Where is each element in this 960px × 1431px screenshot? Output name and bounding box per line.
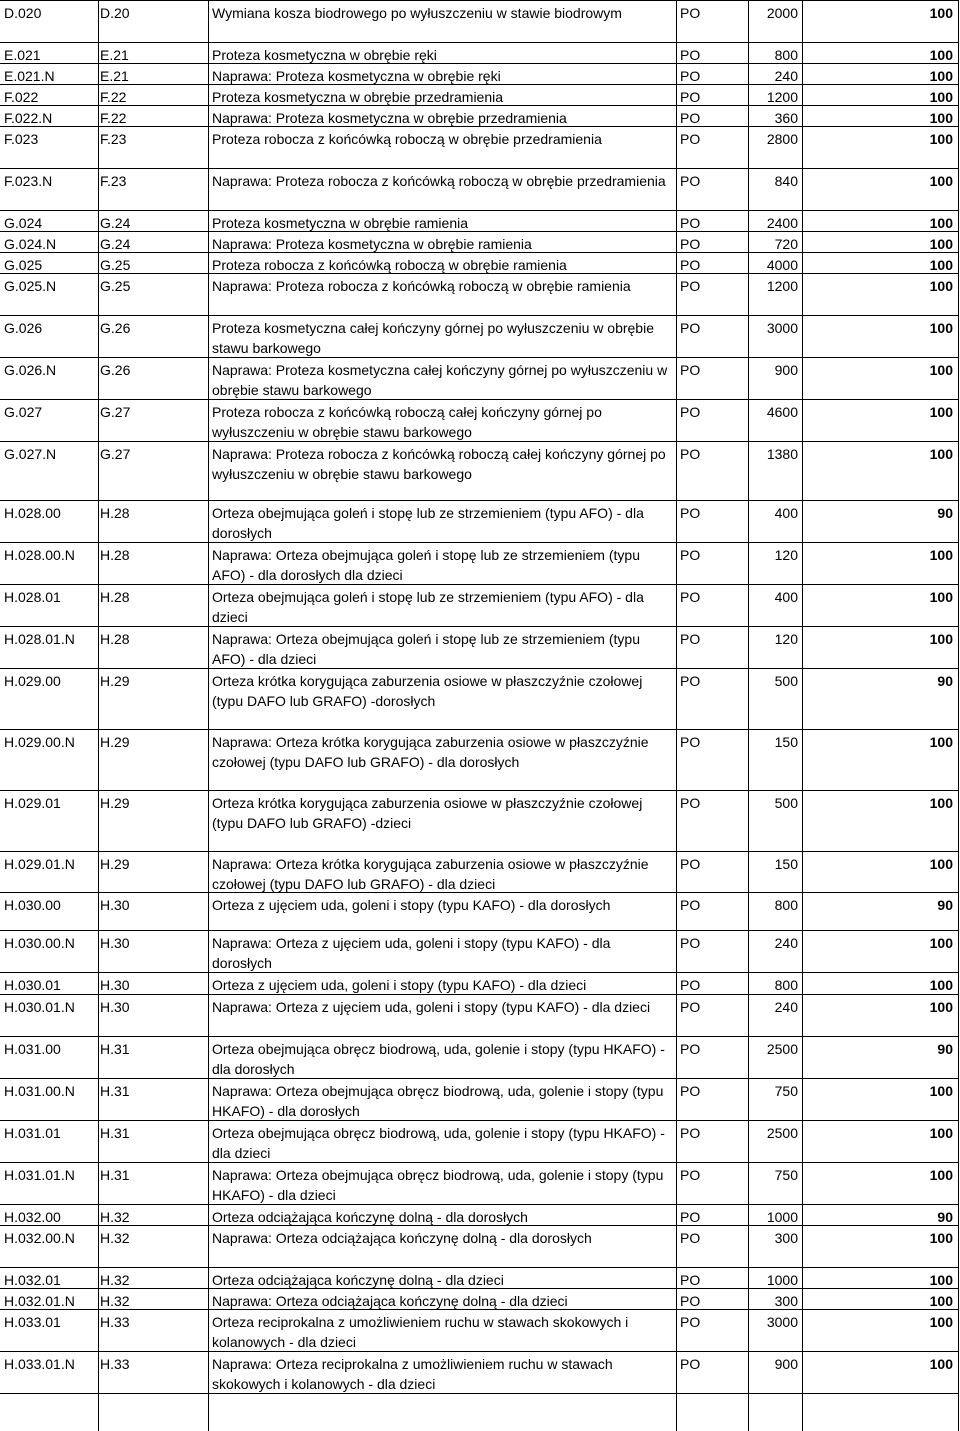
- percent-cell: 100: [929, 935, 953, 951]
- code-cell: F.022.N: [4, 110, 53, 126]
- amount-cell: 2500: [766, 1041, 798, 1057]
- percent-cell: 100: [929, 446, 953, 462]
- amount-cell: 2000: [766, 5, 798, 21]
- name-cell: Orteza krótka korygująca zaburzenia osiowe w płaszczyźnie czołowej (typu DAFO lub GRAFO) -dzieci: [212, 795, 643, 831]
- percent-cell: 100: [929, 1356, 953, 1372]
- table-row: [0, 315, 958, 357]
- unit-cell: PO: [680, 856, 701, 872]
- amount-cell: 240: [774, 999, 798, 1015]
- percent-cell: 100: [929, 236, 953, 252]
- code-cell: H.029.01: [4, 795, 61, 811]
- name-cell: Naprawa: Orteza odciążająca kończynę dolną - dla dzieci: [212, 1293, 568, 1309]
- code-cell: H.030.01: [4, 977, 61, 993]
- code-cell: F.023: [4, 131, 39, 147]
- name-cell: Orteza reciprokalna z umożliwieniem ruchu w stawach skokowych i kolanowych - dla dzieci: [212, 1314, 629, 1350]
- amount-cell: 3000: [766, 1314, 798, 1330]
- amount-cell: 150: [774, 734, 798, 750]
- name-cell: Naprawa: Orteza obejmująca obręcz biodrową, uda, golenie i stopy (typu HKAFO) - dla dorosłych: [212, 1083, 664, 1119]
- group-cell: H.31: [100, 1041, 130, 1057]
- name-cell: Orteza z ujęciem uda, goleni i stopy (typu KAFO) - dla dorosłych: [212, 897, 611, 913]
- percent-cell: 100: [929, 47, 953, 63]
- code-cell: H.032.01: [4, 1272, 61, 1288]
- amount-cell: 300: [774, 1230, 798, 1246]
- code-cell: H.029.00: [4, 673, 61, 689]
- name-cell: Naprawa: Proteza robocza z końcówką roboczą w obrębie przedramienia: [212, 173, 666, 189]
- code-cell: H.030.00.N: [4, 935, 75, 951]
- unit-cell: PO: [680, 362, 701, 378]
- percent-cell: 100: [929, 856, 953, 872]
- percent-cell: 100: [929, 547, 953, 563]
- percent-cell: 90: [937, 505, 953, 521]
- group-cell: H.28: [100, 547, 130, 563]
- code-cell: H.029.01.N: [4, 856, 75, 872]
- table-row: [0, 851, 958, 892]
- table-row: [0, 1120, 958, 1162]
- percent-cell: 100: [929, 1314, 953, 1330]
- unit-cell: PO: [680, 505, 701, 521]
- group-cell: H.28: [100, 505, 130, 521]
- group-cell: G.24: [100, 215, 131, 231]
- group-cell: H.33: [100, 1314, 130, 1330]
- group-cell: H.28: [100, 589, 130, 605]
- unit-cell: PO: [680, 547, 701, 563]
- group-cell: G.26: [100, 362, 131, 378]
- name-cell: Proteza kosmetyczna w obrębie ramienia: [212, 215, 469, 231]
- percent-cell: 100: [929, 977, 953, 993]
- code-cell: H.028.01.N: [4, 631, 75, 647]
- group-cell: H.30: [100, 999, 130, 1015]
- percent-cell: 100: [929, 1230, 953, 1246]
- table-row: [0, 1351, 958, 1393]
- name-cell: Naprawa: Proteza kosmetyczna w obrębie ręki: [212, 68, 501, 84]
- unit-cell: PO: [680, 1314, 701, 1330]
- group-cell: E.21: [100, 68, 129, 84]
- unit-cell: PO: [680, 68, 701, 84]
- table-row: [0, 972, 958, 994]
- group-cell: G.27: [100, 446, 131, 462]
- table-row: [0, 790, 958, 851]
- amount-cell: 750: [774, 1083, 798, 1099]
- row-divider: [0, 1393, 958, 1394]
- table-row: [0, 930, 958, 972]
- name-cell: Naprawa: Orteza odciążająca kończynę dolną - dla dorosłych: [212, 1230, 592, 1246]
- code-cell: G.027: [4, 404, 43, 420]
- percent-cell: 100: [929, 1272, 953, 1288]
- amount-cell: 360: [774, 110, 798, 126]
- code-cell: G.025: [4, 257, 43, 273]
- code-cell: G.024.N: [4, 236, 57, 252]
- unit-cell: PO: [680, 236, 701, 252]
- unit-cell: PO: [680, 1209, 701, 1225]
- group-cell: H.29: [100, 795, 130, 811]
- unit-cell: PO: [680, 1293, 701, 1309]
- code-cell: D.020: [4, 5, 42, 21]
- unit-cell: PO: [680, 47, 701, 63]
- column-divider: [958, 0, 959, 1431]
- name-cell: Naprawa: Proteza robocza z końcówką roboczą całej kończyny górnej po wyłuszczeniu w obrębie stawu barkowego: [212, 446, 666, 482]
- table-row: [0, 105, 958, 126]
- code-cell: G.024: [4, 215, 43, 231]
- table-row: [0, 584, 958, 626]
- percent-cell: 90: [937, 897, 953, 913]
- group-cell: H.31: [100, 1167, 130, 1183]
- group-cell: H.29: [100, 673, 130, 689]
- name-cell: Wymiana kosza biodrowego po wyłuszczeniu w stawie biodrowym: [212, 5, 622, 21]
- unit-cell: PO: [680, 897, 701, 913]
- amount-cell: 1200: [766, 278, 798, 294]
- table-row: [0, 1225, 958, 1267]
- percent-cell: 100: [929, 1293, 953, 1309]
- group-cell: H.29: [100, 856, 130, 872]
- table-row: [0, 231, 958, 252]
- amount-cell: 900: [774, 1356, 798, 1372]
- name-cell: Naprawa: Proteza kosmetyczna w obrębie przedramienia: [212, 110, 567, 126]
- group-cell: E.21: [100, 47, 129, 63]
- name-cell: Proteza robocza z końcówką roboczą całej kończyny górnej po wyłuszczeniu w obrębie stawu barkowego: [212, 404, 602, 440]
- percent-cell: 100: [929, 173, 953, 189]
- percent-cell: 100: [929, 999, 953, 1015]
- name-cell: Orteza odciążająca kończynę dolną - dla dorosłych: [212, 1209, 528, 1225]
- table-row: [0, 1204, 958, 1225]
- unit-cell: PO: [680, 977, 701, 993]
- group-cell: F.22: [100, 89, 127, 105]
- group-cell: H.32: [100, 1293, 130, 1309]
- amount-cell: 800: [774, 977, 798, 993]
- group-cell: G.24: [100, 236, 131, 252]
- code-cell: G.026.N: [4, 362, 57, 378]
- percent-cell: 100: [929, 631, 953, 647]
- percent-cell: 100: [929, 1125, 953, 1141]
- amount-cell: 400: [774, 589, 798, 605]
- group-cell: H.31: [100, 1083, 130, 1099]
- unit-cell: PO: [680, 89, 701, 105]
- table-row: [0, 892, 958, 930]
- amount-cell: 2800: [766, 131, 798, 147]
- amount-cell: 120: [774, 547, 798, 563]
- name-cell: Naprawa: Orteza z ujęciem uda, goleni i stopy (typu KAFO) - dla dorosłych: [212, 935, 611, 971]
- table-row: [0, 1288, 958, 1309]
- amount-cell: 900: [774, 362, 798, 378]
- name-cell: Naprawa: Proteza kosmetyczna całej kończyny górnej po wyłuszczeniu w obrębie stawu barkowego: [212, 362, 668, 398]
- amount-cell: 800: [774, 897, 798, 913]
- name-cell: Naprawa: Orteza z ujęciem uda, goleni i stopy (typu KAFO) - dla dzieci: [212, 999, 651, 1015]
- percent-cell: 100: [929, 1167, 953, 1183]
- unit-cell: PO: [680, 999, 701, 1015]
- amount-cell: 1380: [766, 446, 798, 462]
- table-row: [0, 168, 958, 210]
- code-cell: E.021: [4, 47, 41, 63]
- group-cell: H.30: [100, 897, 130, 913]
- group-cell: D.20: [100, 5, 130, 21]
- name-cell: Naprawa: Proteza robocza z końcówką roboczą w obrębie ramienia: [212, 278, 631, 294]
- unit-cell: PO: [680, 257, 701, 273]
- amount-cell: 800: [774, 47, 798, 63]
- code-cell: H.030.00: [4, 897, 61, 913]
- percent-cell: 90: [937, 673, 953, 689]
- name-cell: Naprawa: Orteza krótka korygująca zaburzenia osiowe w płaszczyźnie czołowej (typu DAFO lub GRAFO) - dla dorosłych: [212, 734, 649, 770]
- table-row: [0, 542, 958, 584]
- amount-cell: 750: [774, 1167, 798, 1183]
- code-cell: H.032.00: [4, 1209, 61, 1225]
- code-cell: H.028.01: [4, 589, 61, 605]
- amount-cell: 840: [774, 173, 798, 189]
- name-cell: Naprawa: Orteza krótka korygująca zaburzenia osiowe w płaszczyźnie czołowej (typu DAFO lub GRAFO) - dla dzieci: [212, 856, 649, 892]
- unit-cell: PO: [680, 1230, 701, 1246]
- table-row: [0, 357, 958, 399]
- table-row: [0, 210, 958, 231]
- percent-cell: 100: [929, 362, 953, 378]
- unit-cell: PO: [680, 320, 701, 336]
- name-cell: Naprawa: Orteza reciprokalna z umożliwieniem ruchu w stawach skokowych i kolanowych - dla dzieci: [212, 1356, 613, 1392]
- name-cell: Naprawa: Orteza obejmująca goleń i stopę lub ze strzemieniem (typu AFO) - dla dzieci: [212, 631, 640, 667]
- amount-cell: 2400: [766, 215, 798, 231]
- table-row: [0, 1267, 958, 1288]
- code-cell: H.033.01: [4, 1314, 61, 1330]
- table-row: [0, 42, 958, 63]
- amount-cell: 3000: [766, 320, 798, 336]
- amount-cell: 400: [774, 505, 798, 521]
- code-cell: H.031.01.N: [4, 1167, 75, 1183]
- group-cell: F.23: [100, 173, 127, 189]
- table-row: [0, 399, 958, 441]
- unit-cell: PO: [680, 1083, 701, 1099]
- unit-cell: PO: [680, 1272, 701, 1288]
- code-cell: H.033.01.N: [4, 1356, 75, 1372]
- table-row: [0, 994, 958, 1036]
- code-cell: H.029.00.N: [4, 734, 75, 750]
- percent-cell: 100: [929, 734, 953, 750]
- name-cell: Proteza kosmetyczna w obrębie przedramienia: [212, 89, 504, 105]
- amount-cell: 1200: [766, 89, 798, 105]
- group-cell: H.33: [100, 1356, 130, 1372]
- amount-cell: 500: [774, 795, 798, 811]
- group-cell: F.23: [100, 131, 127, 147]
- table-row: [0, 500, 958, 542]
- table-row: [0, 729, 958, 790]
- unit-cell: PO: [680, 404, 701, 420]
- unit-cell: PO: [680, 734, 701, 750]
- group-cell: H.31: [100, 1125, 130, 1141]
- unit-cell: PO: [680, 673, 701, 689]
- name-cell: Orteza obejmująca obręcz biodrową, uda, golenie i stopy (typu HKAFO) - dla dorosłych: [212, 1041, 665, 1077]
- code-cell: G.025.N: [4, 278, 57, 294]
- unit-cell: PO: [680, 278, 701, 294]
- code-cell: H.031.00: [4, 1041, 61, 1057]
- name-cell: Proteza robocza z końcówką roboczą w obrębie przedramienia: [212, 131, 602, 147]
- unit-cell: PO: [680, 173, 701, 189]
- name-cell: Orteza odciążająca kończynę dolną - dla dzieci: [212, 1272, 504, 1288]
- code-cell: G.026: [4, 320, 43, 336]
- unit-cell: PO: [680, 131, 701, 147]
- table-row: [0, 0, 958, 42]
- name-cell: Proteza kosmetyczna całej kończyny górnej po wyłuszczeniu w obrębie stawu barkowego: [212, 320, 654, 356]
- table-row: [0, 252, 958, 273]
- amount-cell: 120: [774, 631, 798, 647]
- percent-cell: 100: [929, 215, 953, 231]
- code-cell: E.021.N: [4, 68, 55, 84]
- percent-cell: 100: [929, 110, 953, 126]
- amount-cell: 500: [774, 673, 798, 689]
- name-cell: Orteza obejmująca goleń i stopę lub ze strzemieniem (typu AFO) - dla dorosłych: [212, 505, 644, 541]
- unit-cell: PO: [680, 5, 701, 21]
- percent-cell: 90: [937, 1209, 953, 1225]
- table-row: [0, 63, 958, 84]
- group-cell: H.30: [100, 935, 130, 951]
- unit-cell: PO: [680, 446, 701, 462]
- percent-cell: 100: [929, 257, 953, 273]
- table-row: [0, 1309, 958, 1351]
- unit-cell: PO: [680, 631, 701, 647]
- table-row: [0, 1162, 958, 1204]
- percent-cell: 100: [929, 89, 953, 105]
- code-cell: G.027.N: [4, 446, 57, 462]
- table-row: [0, 273, 958, 315]
- group-cell: G.25: [100, 278, 131, 294]
- percent-cell: 100: [929, 278, 953, 294]
- amount-cell: 240: [774, 935, 798, 951]
- group-cell: H.32: [100, 1230, 130, 1246]
- amount-cell: 4600: [766, 404, 798, 420]
- name-cell: Orteza krótka korygująca zaburzenia osiowe w płaszczyźnie czołowej (typu DAFO lub GRAFO) -dorosłych: [212, 673, 643, 709]
- group-cell: H.29: [100, 734, 130, 750]
- code-cell: H.030.01.N: [4, 999, 75, 1015]
- code-cell: H.032.00.N: [4, 1230, 75, 1246]
- percent-cell: 100: [929, 1083, 953, 1099]
- group-cell: H.32: [100, 1209, 130, 1225]
- amount-cell: 720: [774, 236, 798, 252]
- table-row: [0, 126, 958, 168]
- unit-cell: PO: [680, 1125, 701, 1141]
- table-row: [0, 1078, 958, 1120]
- group-cell: G.26: [100, 320, 131, 336]
- code-cell: F.023.N: [4, 173, 53, 189]
- name-cell: Orteza z ujęciem uda, goleni i stopy (typu KAFO) - dla dzieci: [212, 977, 587, 993]
- amount-cell: 150: [774, 856, 798, 872]
- unit-cell: PO: [680, 1041, 701, 1057]
- group-cell: H.32: [100, 1272, 130, 1288]
- code-cell: H.028.00.N: [4, 547, 75, 563]
- amount-cell: 2500: [766, 1125, 798, 1141]
- amount-cell: 1000: [766, 1272, 798, 1288]
- name-cell: Naprawa: Orteza obejmująca obręcz biodrową, uda, golenie i stopy (typu HKAFO) - dla dzieci: [212, 1167, 664, 1203]
- unit-cell: PO: [680, 935, 701, 951]
- percent-cell: 100: [929, 320, 953, 336]
- amount-cell: 300: [774, 1293, 798, 1309]
- name-cell: Orteza obejmująca obręcz biodrową, uda, golenie i stopy (typu HKAFO) - dla dzieci: [212, 1125, 665, 1161]
- percent-cell: 100: [929, 795, 953, 811]
- group-cell: F.22: [100, 110, 127, 126]
- percent-cell: 100: [929, 404, 953, 420]
- amount-cell: 240: [774, 68, 798, 84]
- percent-cell: 90: [937, 1041, 953, 1057]
- group-cell: H.28: [100, 631, 130, 647]
- unit-cell: PO: [680, 1167, 701, 1183]
- code-cell: F.022: [4, 89, 39, 105]
- name-cell: Naprawa: Proteza kosmetyczna w obrębie ramienia: [212, 236, 532, 252]
- percent-cell: 100: [929, 131, 953, 147]
- unit-cell: PO: [680, 795, 701, 811]
- amount-cell: 1000: [766, 1209, 798, 1225]
- table-row: [0, 441, 958, 500]
- code-cell: H.031.01: [4, 1125, 61, 1141]
- group-cell: G.25: [100, 257, 131, 273]
- code-cell: H.031.00.N: [4, 1083, 75, 1099]
- percent-cell: 100: [929, 68, 953, 84]
- unit-cell: PO: [680, 589, 701, 605]
- code-cell: H.032.01.N: [4, 1293, 75, 1309]
- table-row: [0, 1036, 958, 1078]
- name-cell: Naprawa: Orteza obejmująca goleń i stopę lub ze strzemieniem (typu AFO) - dla dorosłych dla dzieci: [212, 547, 640, 583]
- group-cell: H.30: [100, 977, 130, 993]
- name-cell: Proteza robocza z końcówką roboczą w obrębie ramienia: [212, 257, 567, 273]
- unit-cell: PO: [680, 215, 701, 231]
- name-cell: Orteza obejmująca goleń i stopę lub ze strzemieniem (typu AFO) - dla dzieci: [212, 589, 644, 625]
- code-cell: H.028.00: [4, 505, 61, 521]
- table-row: [0, 626, 958, 668]
- table-row: [0, 84, 958, 105]
- amount-cell: 4000: [766, 257, 798, 273]
- table-row: [0, 668, 958, 729]
- unit-cell: PO: [680, 1356, 701, 1372]
- group-cell: G.27: [100, 404, 131, 420]
- percent-cell: 100: [929, 5, 953, 21]
- percent-cell: 100: [929, 589, 953, 605]
- name-cell: Proteza kosmetyczna w obrębie ręki: [212, 47, 437, 63]
- unit-cell: PO: [680, 110, 701, 126]
